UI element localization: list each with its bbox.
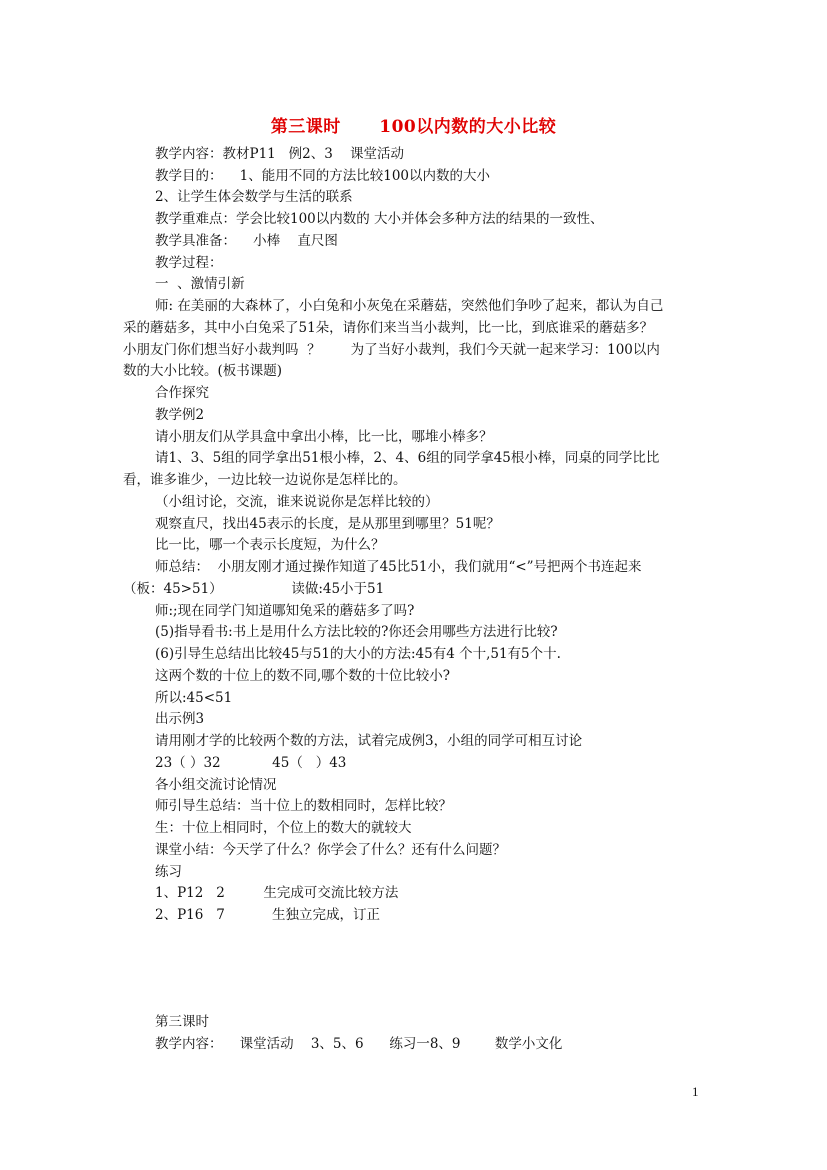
text-line: 教学内容： 课堂活动 3、5、6 练习一8、9 数学小文化 xyxy=(155,1036,563,1052)
text-line: 1、P12 2 生完成可交流比较方法 xyxy=(155,885,399,901)
text-line: 师引导生总结：当十位上的数相同时，怎样比较？ xyxy=(155,798,452,814)
text-line: 观察直尺，找出45表示的长度，是从那里到哪里？51呢？ xyxy=(155,516,500,532)
text-line: （小组讨论，交流，谁来说说你是怎样比较的） xyxy=(155,494,439,510)
text-line: 各小组交流讨论情况 xyxy=(155,777,277,793)
text-line: 教学例2 xyxy=(155,407,205,423)
text-line: 这两个数的十位上的数不同,哪个数的十位比较小? xyxy=(155,668,451,684)
text-line: 请用刚才学的比较两个数的方法，试着完成例3，小组的同学可相互讨论 xyxy=(155,733,583,749)
text-line: 2、P16 7 生独立完成，订正 xyxy=(155,907,381,923)
text-line: 小朋友门你们想当好小裁判吗 ？ 为了当好小裁判，我们今天就一起来学习：100以内 xyxy=(123,342,660,358)
text-line: 请1、3、5组的同学拿出51根小棒，2、4、6组的同学拿45根小棒，同桌的同学比比 xyxy=(155,450,660,466)
text-line: 采的蘑菇多，其中小白兔采了51朵，请你们来当当小裁判，比一比，到底谁采的蘑菇多？ xyxy=(123,320,654,336)
text-line: 教学过程： xyxy=(155,255,223,271)
text-line: 出示例3 xyxy=(155,711,205,727)
lesson-title: 第三课时 100以内数的大小比较 xyxy=(270,117,557,137)
page-number: 1 xyxy=(692,1084,699,1099)
text-line: （板：45>51） 读做:45小于51 xyxy=(123,581,385,597)
text-line: 练习 xyxy=(155,864,182,880)
text-line: 教学重难点：学会比较100以内数的 大小并体会多种方法的结果的一致性、 xyxy=(155,211,604,227)
text-line: 合作探究 xyxy=(155,385,209,401)
text-line: 看，谁多谁少，一边比较一边说你是怎样比的。 xyxy=(123,472,407,488)
text-line: 一 、激情引新 xyxy=(155,276,245,292)
text-line: 比一比，哪一个表示长度短，为什么？ xyxy=(155,537,385,553)
text-line: 师:;现在同学门知道哪知兔采的蘑菇多了吗? xyxy=(155,603,415,619)
text-line: 教学内容：教材P11 例2、3 课堂活动 xyxy=(155,146,404,162)
text-line: 教学具准备： 小棒 直尺图 xyxy=(155,233,338,249)
text-line: 生：十位上相同时，个位上的数大的就较大 xyxy=(155,820,412,836)
text-line: 请小朋友们从学具盒中拿出小棒，比一比，哪堆小棒多？ xyxy=(155,429,493,445)
text-line: 23（ ）32 45（ ）43 xyxy=(155,755,347,771)
text-line: 课堂小结：今天学了什么？你学会了什么？还有什么问题？ xyxy=(155,842,506,858)
text-line: (5)指导看书:书上是用什么方法比较的?你还会用哪些方法进行比较? xyxy=(155,624,558,640)
text-line: 师: 在美丽的大森林了，小白兔和小灰兔在采蘑菇，突然他们争吵了起来，都认为自己 xyxy=(155,298,664,314)
text-line: 师总结： 小朋友刚才通过操作知道了45比51小，我们就用“<”号把两个书连起来 xyxy=(155,559,642,575)
section-heading: 第三课时 xyxy=(155,1014,209,1030)
text-line: 教学目的： 1、能用不同的方法比较100以内数的大小 xyxy=(155,168,491,184)
text-line: 2、让学生体会数学与生活的联系 xyxy=(155,189,353,205)
text-line: (6)引导生总结出比较45与51的大小的方法:45有4 个十,51有5个十. xyxy=(155,646,561,662)
text-line: 数的大小比较。(板书课题) xyxy=(123,363,283,379)
text-line: 所以:45<51 xyxy=(155,690,233,706)
